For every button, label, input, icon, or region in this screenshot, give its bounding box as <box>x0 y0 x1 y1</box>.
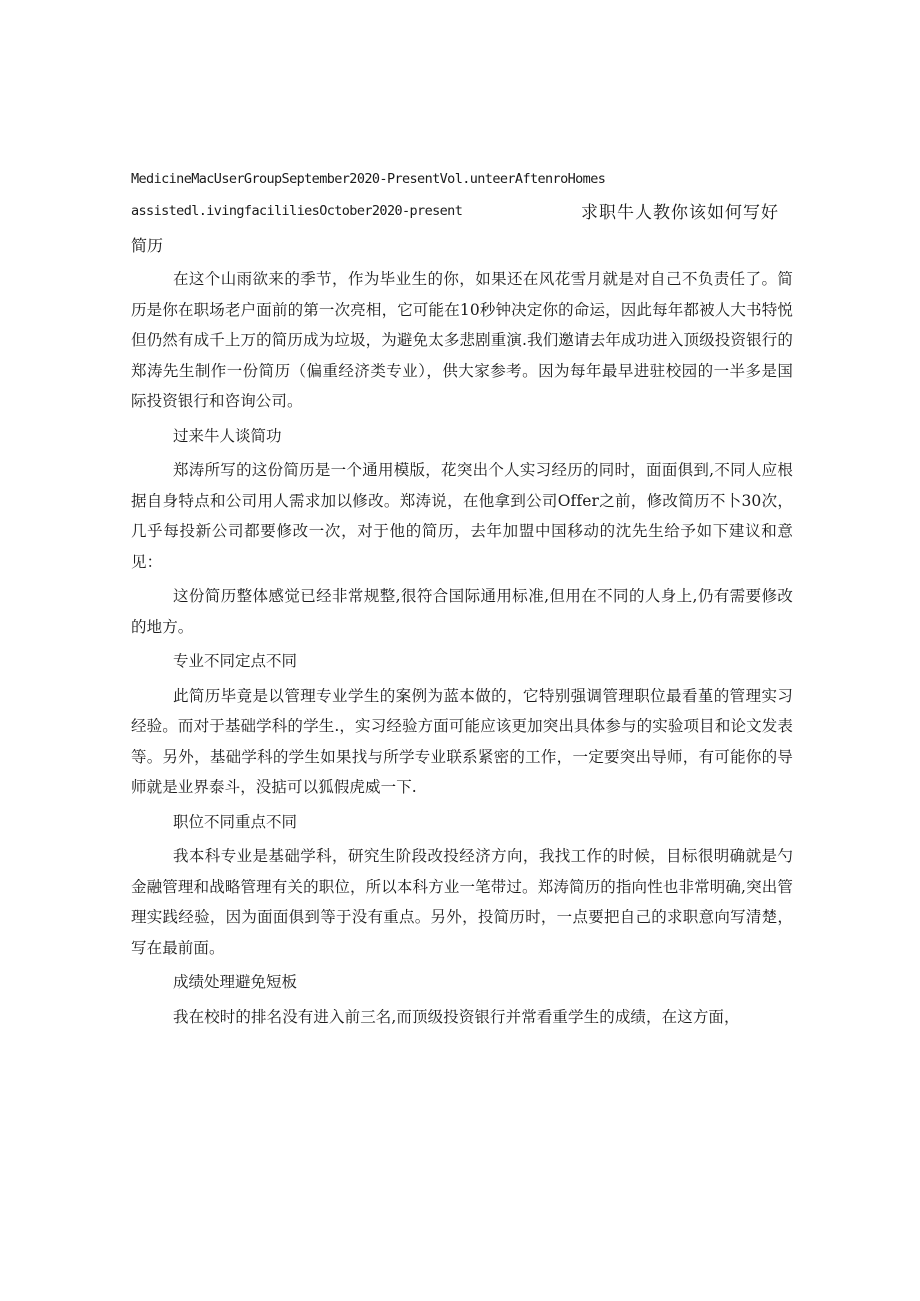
section-heading-1: 过来牛人谈简功 <box>173 426 282 445</box>
section-heading-2: 专业不同定点不同 <box>173 652 298 670</box>
paragraph-4: 我本科专业是基础学科，研究生阶段改投经济方向，我找工作的时候，目标很明确就是勺金融管理和战略管理有关的职位，所以本科方业一笔带过。郑涛简历的指向性也非常明确,突出管理实践经验，因为面面俱到等于没有重点。另外，投简历时，一点要把自己的求职意向写清楚，写在最前面。 <box>131 847 793 957</box>
header-line-2: assistedl.ivingfacililiesOctober2020-present <box>131 203 463 219</box>
document-title: 求职牛人教你该如何写好 <box>581 203 779 223</box>
section-heading-3: 职位不同重点不同 <box>173 812 298 831</box>
document-title-continuation: 简历 <box>131 236 164 255</box>
article-body <box>131 264 793 1036</box>
paragraph-3: 此简历毕竟是以管理专业学生的案例为蓝本做的，它特别强调管理职位最看堇的管理实习经验。而对于基础学科的学生.，实习经验方面可能应该更加突出具体参与的实验项目和论文发表等。另外，基础学科的学生如果找与所学专业联系紧密的工作，一定要突出导师，有可能你的导师就是业界泰斗，没掂可以狐假虎威一下. <box>131 686 793 796</box>
paragraph-2: 这份简历整体感觉已经非常规整,很符合国际通用标准,但用在不同的人身上,仍有需要修改的地方。 <box>131 587 793 636</box>
paragraph-5: 我在校时的排名没有进入前三名,而顶级投资银行并常看重学生的成绩，在这方面， <box>173 1007 740 1026</box>
section-heading-4: 成绩处理避免短板 <box>173 973 298 991</box>
paragraph-1: 郑涛所写的这份简历是一个通用模版，花突出个人实习经历的同时，面面俱到,不同人应根据自身特点和公司用人需求加以修改。郑涛说，在他拿到公司Offer之前，修改简历不卜30次，几乎每投新公司都要修改一次，对于他的简历，去年加盟中国移动的沈先生给予如下建议和意见： <box>131 461 793 571</box>
intro-paragraph: 在这个山雨欲来的季节，作为毕业生的你，如果还在风花雪月就是对自己不负责任了。简历是你在职场老户面前的第一次亮相，它可能在10秒钟决定你的命运，因此每年都被人大书特悦但仍然有成千上万的简历成为垃圾，为避免太多悲剧重演.我们邀请去年成功进入顶级投资银行的郑涛先生制作一份简历（偏重经济类专业），供大家参考。因为每年最早进驻校园的一半多是国际投资银行和咨询公司。 <box>131 270 793 410</box>
header-line-1: MedicineMacUserGroupSeptember2020-PresentVol.unteerAftenroHomes <box>131 171 606 187</box>
